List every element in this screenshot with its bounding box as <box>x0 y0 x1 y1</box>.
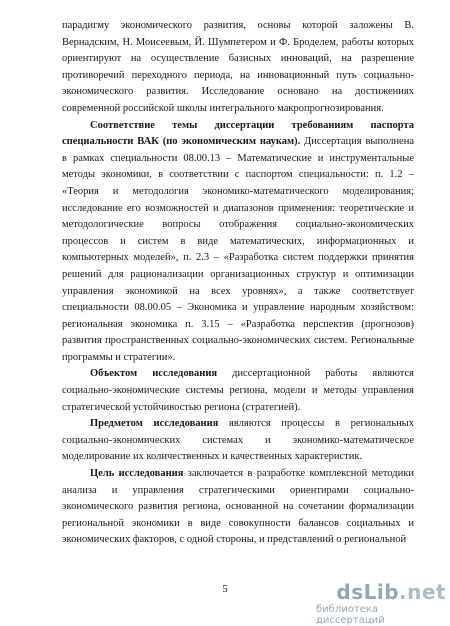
watermark-logo-suffix: .net <box>399 580 446 604</box>
bold-text: Цель исследования <box>90 468 184 480</box>
paragraph <box>62 416 414 466</box>
watermark-logo <box>336 580 446 604</box>
paragraph <box>62 466 414 549</box>
watermark-logo-main: dsLib <box>336 580 400 604</box>
text-run: заключается в разработке комплексной методики анализа и управления стратегическими ориентирами социально-экономического развития региона, основанной на сочетании формализации региональной экономики в виде совокупности балансов социальных и экономических факторов, с одной стороны, и представлений о региональной <box>62 468 414 546</box>
paragraph <box>62 18 414 118</box>
bold-text: Предметом исследования <box>90 418 219 430</box>
text-run: являются процессы в региональных социально-экономических системах и экономико-математическое моделирование их количественных и качественных характеристик. <box>62 418 414 463</box>
watermark-subtitle: библиотека диссертаций <box>316 604 385 626</box>
bold-text: Соответствие темы диссертации требованиям паспорта специальности ВАК (по экономическим наукам). <box>62 119 414 148</box>
watermark <box>316 580 446 626</box>
paragraph <box>62 366 414 416</box>
bold-text: Объектом исследования <box>90 368 218 380</box>
text-run: парадигму экономического развития, основы которой заложены В. Вернадским, Н. Моисеевым, Й. Шумпетером и Ф. Броделем, работы которых ориентируют на осуществление базисных инноваций, на разрешение противоречий переходного периода, на инновационный путь социально-экономического развития. Исследование основано на достижениях современной российской школы интегрального макропрогнозирования. <box>62 20 414 114</box>
text-run: Диссертация выполнена в рамках специальности 08.00.13 – Математические и инструментальные методы экономики, в соответствии с паспортом специальности: п. 1.2 – «Теория и методология экономико-математического моделирования; исследование его возможностей и диапазонов применения: теоретические и методологические вопросы отображения социально-экономических процессов и систем в виде математических, информационных и компьютерных моделей», п. 2.3 – «Разработка систем поддержки принятия решений для рационализации организационных структур и оптимизации управления экономикой на всех уровнях», а также соответствует специальности 08.00.05 – Экономика и управление народным хозяйством: региональная экономика п. 3.15 – «Разработка перспектив (прогнозов) развития пространственных социально-экономических систем. Региональные программы и стратегии». <box>62 136 414 363</box>
page-number: 5 <box>222 584 228 595</box>
text-run: диссертационной работы являются социально-экономические системы региона, модели и методы управления стратегической устойчивостью региона (стратегией). <box>62 368 414 413</box>
paragraph <box>62 118 414 367</box>
document-body <box>62 18 414 549</box>
